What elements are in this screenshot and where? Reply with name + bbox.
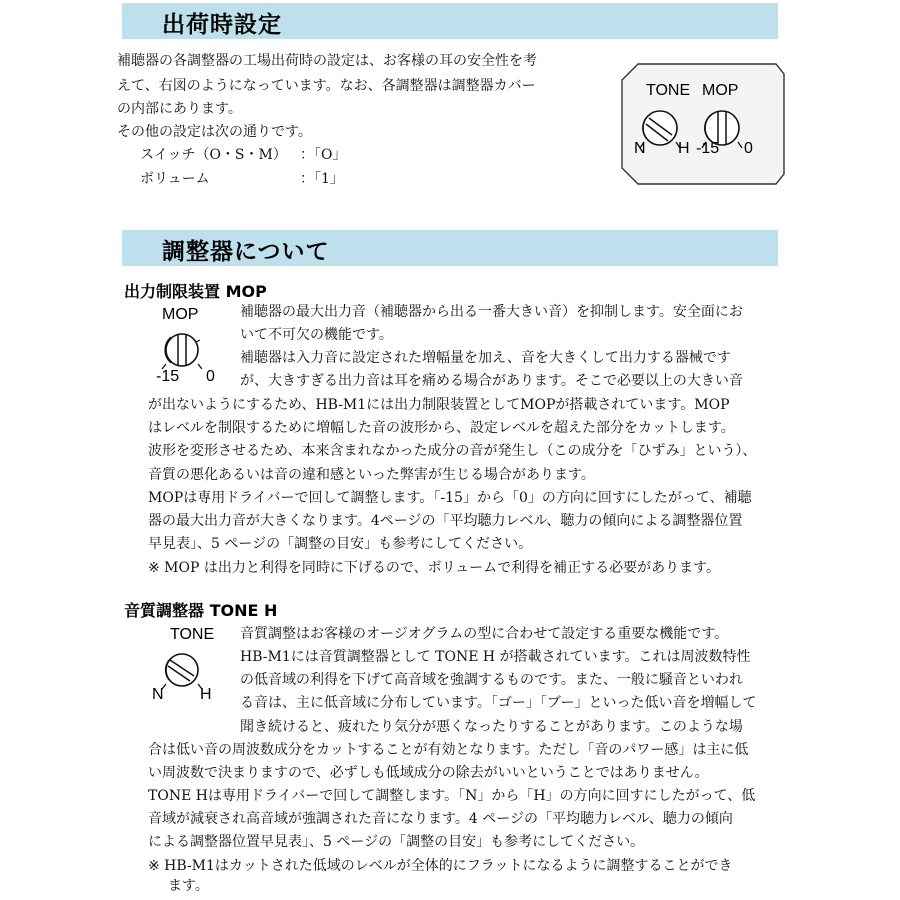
setting-value-switch: ：「O」 bbox=[300, 147, 347, 163]
tone-dial-figure bbox=[148, 624, 230, 706]
diagram-tone-low: N bbox=[634, 140, 646, 157]
paragraph-line: の内部にあります。 bbox=[117, 101, 242, 117]
diagram-tone-label: TONE bbox=[646, 82, 691, 99]
diagram-tone-high: H bbox=[678, 140, 690, 157]
tone-dial-label: TONE bbox=[170, 626, 215, 643]
tone-text-line: の低音域の利得を下げて高音域を強調するものです。また、一般に騒音といわれ bbox=[240, 672, 743, 688]
mop-text-line: 音質の悪化あるいは音の違和感といった弊害が生じる場合があります。 bbox=[148, 467, 595, 483]
mop-text-line: 波形を変形させるため、本来含まれなかった成分の音が発生し（この成分を「ひずみ」という）、 bbox=[148, 443, 757, 459]
paragraph-line: 補聴器の各調整器の工場出荷時の設定は、お客様の耳の安全性を考 bbox=[117, 53, 537, 69]
diagram-mop-high: 0 bbox=[744, 140, 753, 157]
mop-text-line: が、大きすぎる出力音は耳を痛める場合があります。そこで必要以上の大きい音 bbox=[240, 373, 743, 389]
diagram-mop-label: MOP bbox=[702, 82, 739, 99]
mop-dial-icon bbox=[162, 334, 202, 369]
tone-text-line: 合は低い音の周波数成分をカットすることが有効となります。ただし「音のパワー感」は主に低 bbox=[148, 742, 749, 758]
mop-text-line: はレベルを制限するために増幅した音の波形から、設定レベルを超えた部分をカットします。 bbox=[148, 420, 735, 436]
tone-note: ます。 bbox=[168, 878, 209, 894]
section-title-shipping-settings: 出荷時設定 bbox=[162, 12, 282, 38]
paragraph-line: えて、右図のようになっています。なお、各調整器は調整器カバー bbox=[117, 78, 536, 94]
tone-text-line: 聞き続けると、疲れたり気分が悪くなったりすることがあります。このような場 bbox=[240, 719, 743, 735]
tone-heading: 音質調整器 TONE H bbox=[124, 601, 278, 620]
tone-dial-high: H bbox=[200, 686, 212, 703]
tone-dial-icon bbox=[162, 654, 202, 689]
mop-heading: 出力制限装置 MOP bbox=[124, 282, 267, 301]
tone-text-line: による調整器位置早見表」、5 ページの「調整の目安」も参考にしてください。 bbox=[148, 834, 645, 850]
paragraph-line: その他の設定は次の通りです。 bbox=[117, 124, 312, 140]
mop-dial-high: 0 bbox=[206, 368, 215, 385]
mop-note: ※ MOP は出力と利得を同時に下げるので、ボリュームで利得を補正する必要があります。 bbox=[148, 560, 721, 576]
setting-name-switch: スイッチ（O・S・M） bbox=[140, 147, 287, 163]
setting-value-volume: ：「1」 bbox=[300, 171, 344, 187]
tone-text-line: TONE Hは専用ドライバーで回して調整します。「N」から「H」の方向に回すにしたがって、低 bbox=[148, 788, 756, 804]
section-title-adjusters: 調整器について bbox=[162, 239, 330, 265]
tone-text-line: る音は、主に低音域に分布しています。「ゴー」「ブー」といった低い音を増幅して bbox=[240, 695, 757, 711]
mop-text-line: 器の最大出力音が大きくなります。4ページの「平均聴力レベル、聴力の傾向による調整器位置 bbox=[148, 513, 743, 529]
mop-text-line: いて不可欠の機能です。 bbox=[240, 327, 393, 343]
mop-dial-figure bbox=[148, 304, 230, 386]
tone-text-line: HB-M1には音質調整器として TONE H が搭載されています。これは周波数特性 bbox=[240, 649, 751, 665]
tone-text-line: い周波数で決まりますので、必ずしも低域成分の除去がいいということではありません。 bbox=[148, 765, 709, 781]
mop-text-line: 早見表」、5 ページの「調整の目安」も参考にしてください。 bbox=[148, 536, 533, 552]
tone-note: ※ HB-M1はカットされた低域のレベルが全体的にフラットになるように調整することができ bbox=[148, 858, 733, 874]
mop-text-line: が出ないようにするため、HB-M1には出力制限装置としてMOPが搭載されています。MOP bbox=[148, 397, 730, 413]
tone-dial-low: N bbox=[152, 686, 164, 703]
mop-dial-low: -15 bbox=[156, 368, 180, 385]
mop-text-line: MOPは専用ドライバーで回して調整します。「-15」から「0」の方向に回すにしたがって、補聴 bbox=[148, 490, 752, 506]
factory-settings-diagram bbox=[616, 58, 788, 190]
mop-text-line: 補聴器の最大出力音（補聴器から出る一番大きい音）を抑制します。安全面にお bbox=[240, 304, 743, 320]
mop-dial-label: MOP bbox=[162, 306, 199, 323]
tone-text-line: 音域が減衰され高音域が強調された音になります。4 ページの「平均聴力レベル、聴力の傾向 bbox=[148, 811, 733, 827]
tone-text-line: 音質調整はお客様のオージオグラムの型に合わせて設定する重要な機能です。 bbox=[240, 626, 729, 642]
setting-name-volume: ボリューム bbox=[140, 171, 210, 187]
diagram-mop-low: -15 bbox=[696, 140, 720, 157]
diagram-outline bbox=[616, 58, 788, 190]
mop-text-line: 補聴器は入力音に設定された増幅量を加え、音を大きくして出力する器械です bbox=[240, 350, 731, 366]
